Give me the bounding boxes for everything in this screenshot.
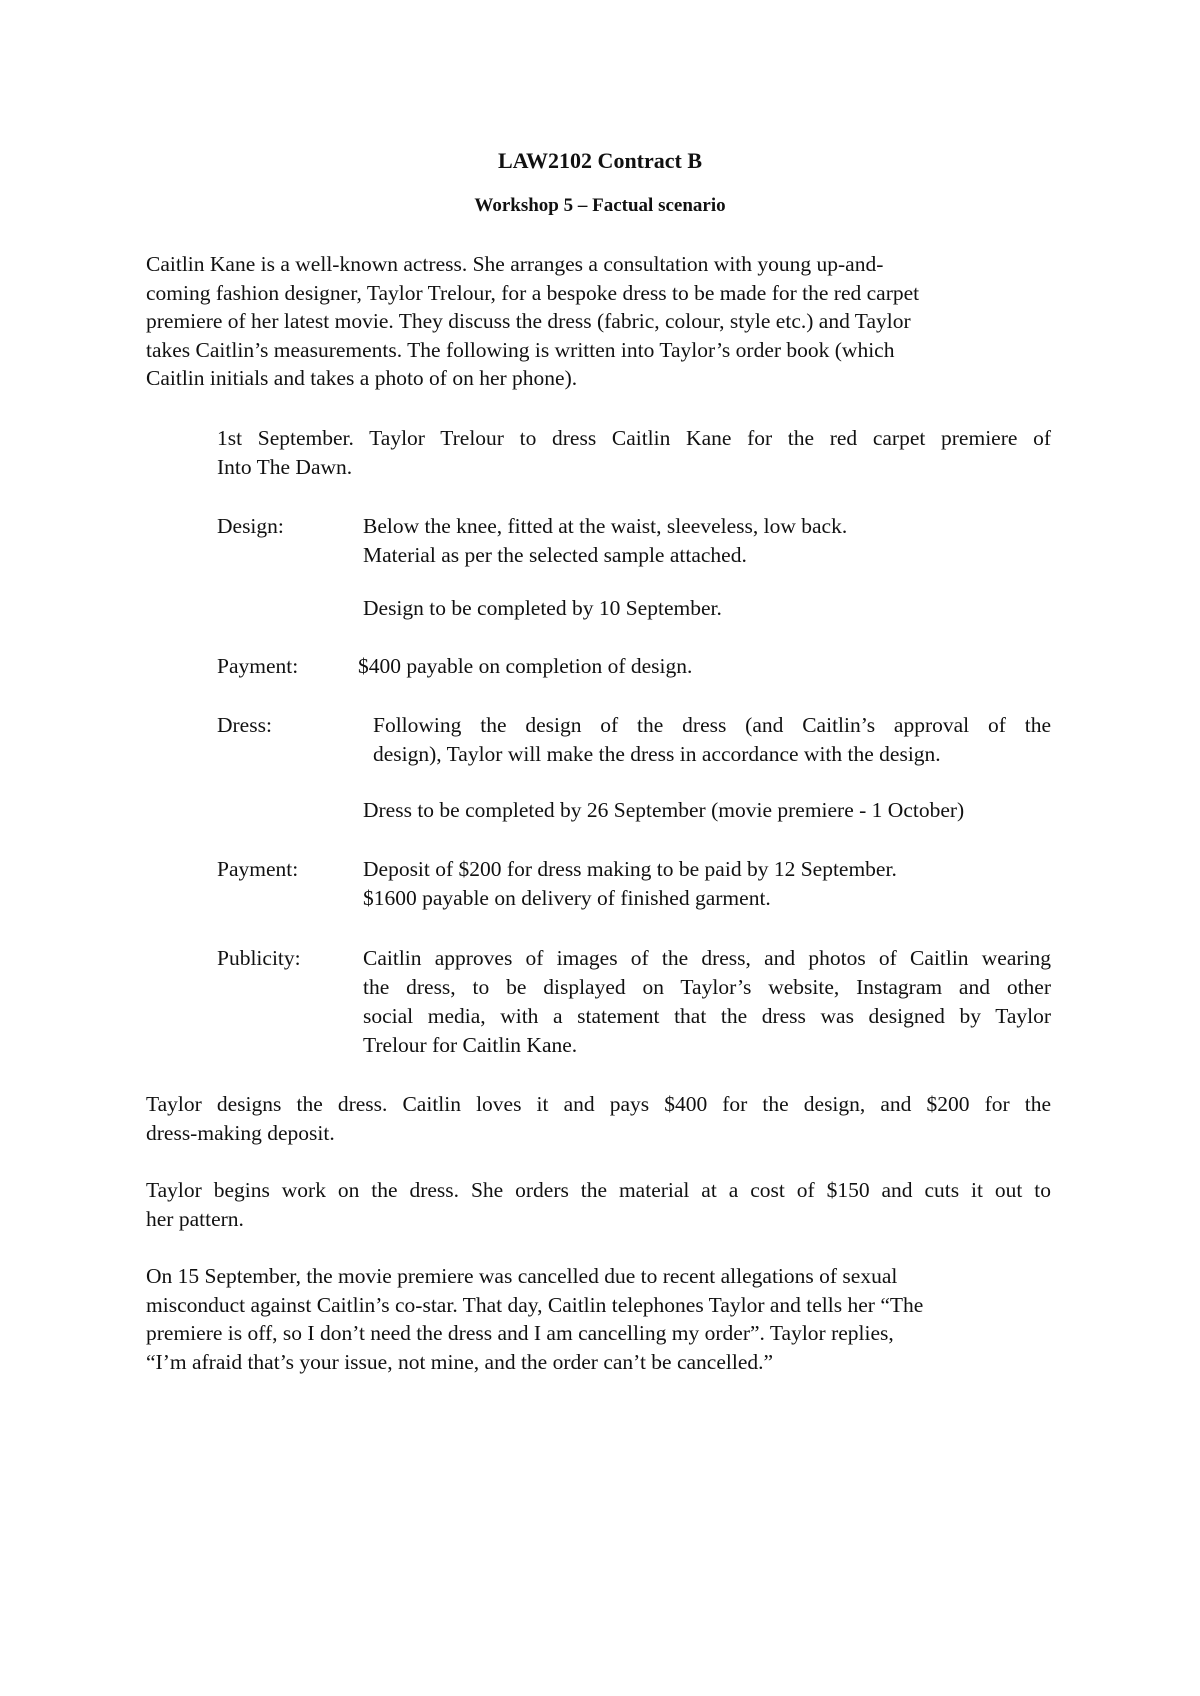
- text-line: Taylor designs the dress. Caitlin loves it and pays $400 for the design, and $200 for the: [146, 1092, 1051, 1116]
- payment-label: Payment:: [217, 654, 299, 678]
- text-line: design), Taylor will make the dress in accordance with the design.: [373, 742, 941, 766]
- text-line: dress-making deposit.: [146, 1120, 335, 1145]
- paragraph-cancellation: [146, 1262, 1051, 1376]
- text-line: Taylor begins work on the dress. She orders the material at a cost of $150 and cuts it out to: [146, 1178, 1051, 1202]
- design-payment: $400 payable on completion of design.: [358, 654, 693, 678]
- paragraph-payment: [146, 1090, 1051, 1147]
- text-line: Caitlin approves of images of the dress, and photos of Caitlin wearing: [363, 946, 1051, 970]
- text-line: takes Caitlin’s measurements. The following is written into Taylor’s order book (which: [146, 337, 895, 362]
- intro-paragraph: [146, 250, 1051, 393]
- text-line: Into The Dawn.: [217, 455, 353, 479]
- publicity-description: [363, 944, 1051, 1060]
- text-line: $1600 payable on delivery of finished garment.: [363, 886, 771, 910]
- dress-label: Dress:: [217, 713, 272, 737]
- document-subtitle: Workshop 5 – Factual scenario: [474, 195, 726, 216]
- text-line: Caitlin initials and takes a photo of on her phone).: [146, 366, 578, 390]
- text-line: Material as per the selected sample attached.: [363, 543, 747, 567]
- text-line: social media, with a statement that the dress was designed by Taylor: [363, 1004, 1051, 1028]
- dress-payment: [363, 855, 1051, 913]
- text-line: Caitlin Kane is a well-known actress. She arranges a consultation with young up-and-: [146, 252, 884, 276]
- text-line: the dress, to be displayed on Taylor’s website, Instagram and other: [363, 975, 1051, 999]
- dress-description: [373, 711, 1051, 769]
- document-title: LAW2102 Contract B: [497, 148, 703, 173]
- order-book-opening: [217, 424, 1051, 482]
- paragraph-work: [146, 1176, 1051, 1233]
- text-line: On 15 September, the movie premiere was cancelled due to recent allegations of sexual: [146, 1264, 898, 1288]
- dress-deadline: Dress to be completed by 26 September (movie premiere - 1 October): [363, 798, 965, 822]
- payment-label: Payment:: [217, 857, 299, 881]
- text-line: Deposit of $200 for dress making to be paid by 12 September.: [363, 857, 897, 881]
- text-line: coming fashion designer, Taylor Trelour, for a bespoke dress to be made for the red carpet: [146, 280, 920, 305]
- design-description: [363, 512, 1051, 570]
- text-line: misconduct against Caitlin’s co-star. That day, Caitlin telephones Taylor and tells her “The: [146, 1292, 924, 1317]
- text-line: 1st September. Taylor Trelour to dress Caitlin Kane for the red carpet premiere of: [217, 426, 1051, 450]
- publicity-label: Publicity:: [217, 946, 301, 970]
- text-line: her pattern.: [146, 1206, 244, 1231]
- text-line: “I’m afraid that’s your issue, not mine, and the order can’t be cancelled.”: [146, 1349, 774, 1374]
- text-line: Trelour for Caitlin Kane.: [363, 1033, 578, 1057]
- text-line: Below the knee, fitted at the waist, sleeveless, low back.: [363, 514, 848, 538]
- text-line: premiere of her latest movie. They discuss the dress (fabric, colour, style etc.) and Taylor: [146, 309, 911, 333]
- text-line: premiere is off, so I don’t need the dress and I am cancelling my order”. Taylor replies,: [146, 1321, 894, 1345]
- design-label: Design:: [217, 514, 284, 538]
- text-line: Following the design of the dress (and Caitlin’s approval of the: [373, 713, 1051, 737]
- design-deadline: Design to be completed by 10 September.: [363, 596, 722, 620]
